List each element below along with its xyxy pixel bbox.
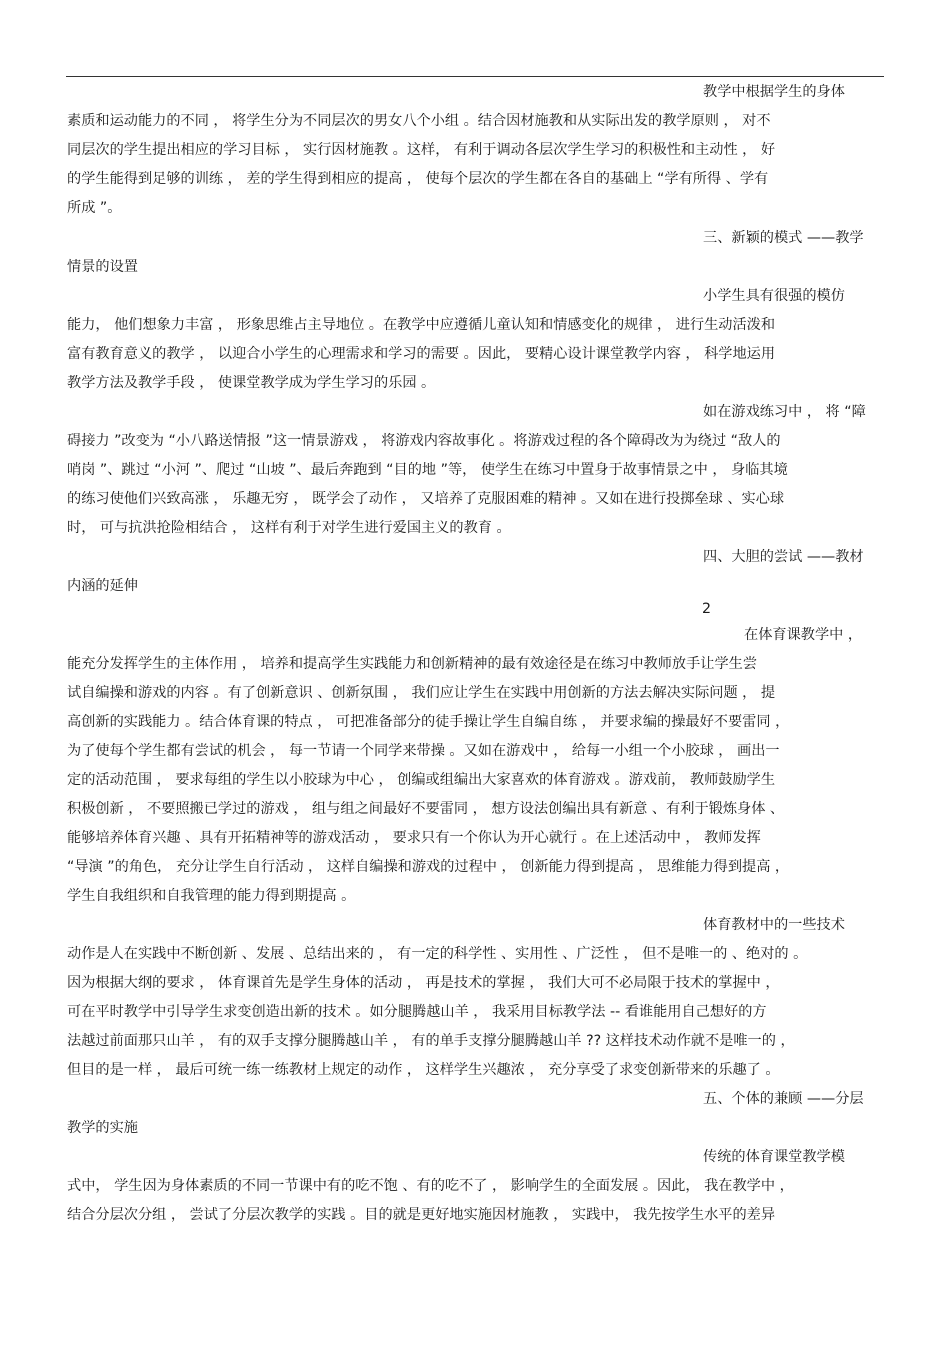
text-line: 如在游戏练习中 ， 将 “障	[703, 404, 866, 420]
text-line: 因为根据大纲的要求 ， 体育课首先是学生身体的活动 ， 再是技术的掌握 ， 我们大可不必局限于技术的掌握中 ，	[67, 975, 780, 991]
text-line: 为了使每个学生都有尝试的机会 ， 每一节请一个同学来带操 。又如在游戏中 ， 给每一小组一个小胶球 ， 画出一	[67, 743, 780, 759]
text-line: 在体育课教学中 ，	[744, 627, 863, 643]
text-line: 式中， 学生因为身体素质的不同一节课中有的吃不饱 、有的吃不了 ， 影响学生的全面发展 。因此， 我在教学中 ，	[67, 1178, 794, 1194]
section-heading-cont: 内涵的延伸	[67, 578, 138, 594]
text-line: 素质和运动能力的不同 ， 将学生分为不同层次的男女八个小组 。结合因材施教和从实际出发的教学原则 ， 对不	[67, 113, 771, 129]
text-line: 体育教材中的一些技术	[703, 917, 845, 933]
text-line: 学生自我组织和自我管理的能力得到期提高 。	[67, 888, 356, 904]
text-line: 同层次的学生提出相应的学习目标 ， 实行因材施教 。这样， 有利于调动各层次学生学习的积极性和主动性 ， 好	[67, 142, 776, 158]
text-line: 定的活动范围 ， 要求每组的学生以小胶球为中心 ， 创编或组编出大家喜欢的体育游戏 。游戏前， 教师鼓励学生	[67, 772, 776, 788]
text-line: 碍接力 ”改变为 “小八路送情报 ”这一情景游戏 ， 将游戏内容故事化 。将游戏过程的各个障碍改为为绕过 “敌人的	[67, 433, 781, 449]
text-line: 动作是人在实践中不断创新 、发展 、总结出来的 ， 有一定的科学性 、实用性 、广泛性 ， 但不是唯一的 、绝对的 。	[67, 946, 808, 962]
text-line: 教学中根据学生的身体	[703, 84, 845, 100]
header-rule	[66, 76, 884, 77]
text-line: 能够培养体育兴趣 、具有开拓精神等的游戏活动 ， 要求只有一个你认为开心就行 。在上述活动中 ， 教师发挥	[67, 830, 761, 846]
text-line: 小学生具有很强的模仿	[703, 288, 845, 304]
text-line: 但目的是一样 ， 最后可统一练一练教材上规定的动作 ， 这样学生兴趣浓 ， 充分享受了求变创新带来的乐趣了 。	[67, 1062, 780, 1078]
text-line: 积极创新 ， 不要照搬已学过的游戏 ， 组与组之间最好不要雷同 ， 想方设法创编出具有新意 、有利于锻炼身体 、	[67, 801, 785, 817]
section-heading-cont: 情景的设置	[67, 259, 138, 275]
text-line: 结合分层次分组 ， 尝试了分层次教学的实践 。目的就是更好地实施因材施教 ， 实践中， 我先按学生水平的差异	[67, 1207, 776, 1223]
text-line: 能力， 他们想象力丰富 ， 形象思维占主导地位 。在教学中应遵循儿童认知和情感变化的规律 ， 进行生动活泼和	[67, 317, 776, 333]
text-line: “导演 ”的角色， 充分让学生自行活动 ， 这样自编操和游戏的过程中 ， 创新能力得到提高 ， 思维能力得到提高 ，	[67, 859, 790, 875]
text-line: 能充分发挥学生的主体作用 ， 培养和提高学生实践能力和创新精神的最有效途径是在练习中教师放手让学生尝	[67, 656, 758, 672]
section-heading: 三、新颖的模式 ——教学	[703, 230, 864, 246]
text-line: 教学方法及教学手段 ， 使课堂教学成为学生学习的乐园 。	[67, 375, 436, 391]
text-line: 的学生能得到足够的训练 ， 差的学生得到相应的提高 ， 使每个层次的学生都在各自的基础上 “学有所得 、学有	[67, 171, 769, 187]
page-number: 2	[702, 601, 712, 617]
text-line: 时， 可与抗洪抢险相结合 ， 这样有利于对学生进行爱国主义的教育 。	[67, 520, 511, 536]
section-heading: 四、大胆的尝试 ——教材	[703, 549, 864, 565]
text-line: 富有教育意义的教学 ， 以迎合小学生的心理需求和学习的需要 。因此， 要精心设计课堂教学内容 ， 科学地运用	[67, 346, 776, 362]
text-line: 所成 ”。	[67, 200, 122, 216]
text-line: 法越过前面那只山羊 ， 有的双手支撑分腿腾越山羊 ， 有的单手支撑分腿腾越山羊 ?? 这样技术动作就不是唯一的 ，	[67, 1033, 795, 1049]
text-line: 传统的体育课堂教学模	[703, 1149, 845, 1165]
text-line: 哨岗 ”、跳过 “小河 ”、爬过 “山坡 ”、最后奔跑到 “目的地 ”等， 使学生在练习中置身于故事情景之中 ， 身临其境	[67, 462, 788, 478]
text-line: 试自编操和游戏的内容 。有了创新意识 、创新氛围 ， 我们应让学生在实践中用创新的方法去解决实际问题 ， 提	[67, 685, 776, 701]
section-heading-cont: 教学的实施	[67, 1120, 138, 1136]
text-line: 高创新的实践能力 。结合体育课的特点 ， 可把准备部分的徒手操让学生自编自练 ， 并要求编的操最好不要雷同 ，	[67, 714, 790, 730]
text-line: 可在平时教学中引导学生求变创造出新的技术 。如分腿腾越山羊 ， 我采用目标教学法 -- 看谁能用自己想好的方	[67, 1004, 767, 1020]
text-line: 的练习使他们兴致高涨 ， 乐趣无穷 ， 既学会了动作 ， 又培养了克服困难的精神 。又如在进行投掷垒球 、实心球	[67, 491, 785, 507]
section-heading: 五、个体的兼顾 ——分层	[703, 1091, 864, 1107]
